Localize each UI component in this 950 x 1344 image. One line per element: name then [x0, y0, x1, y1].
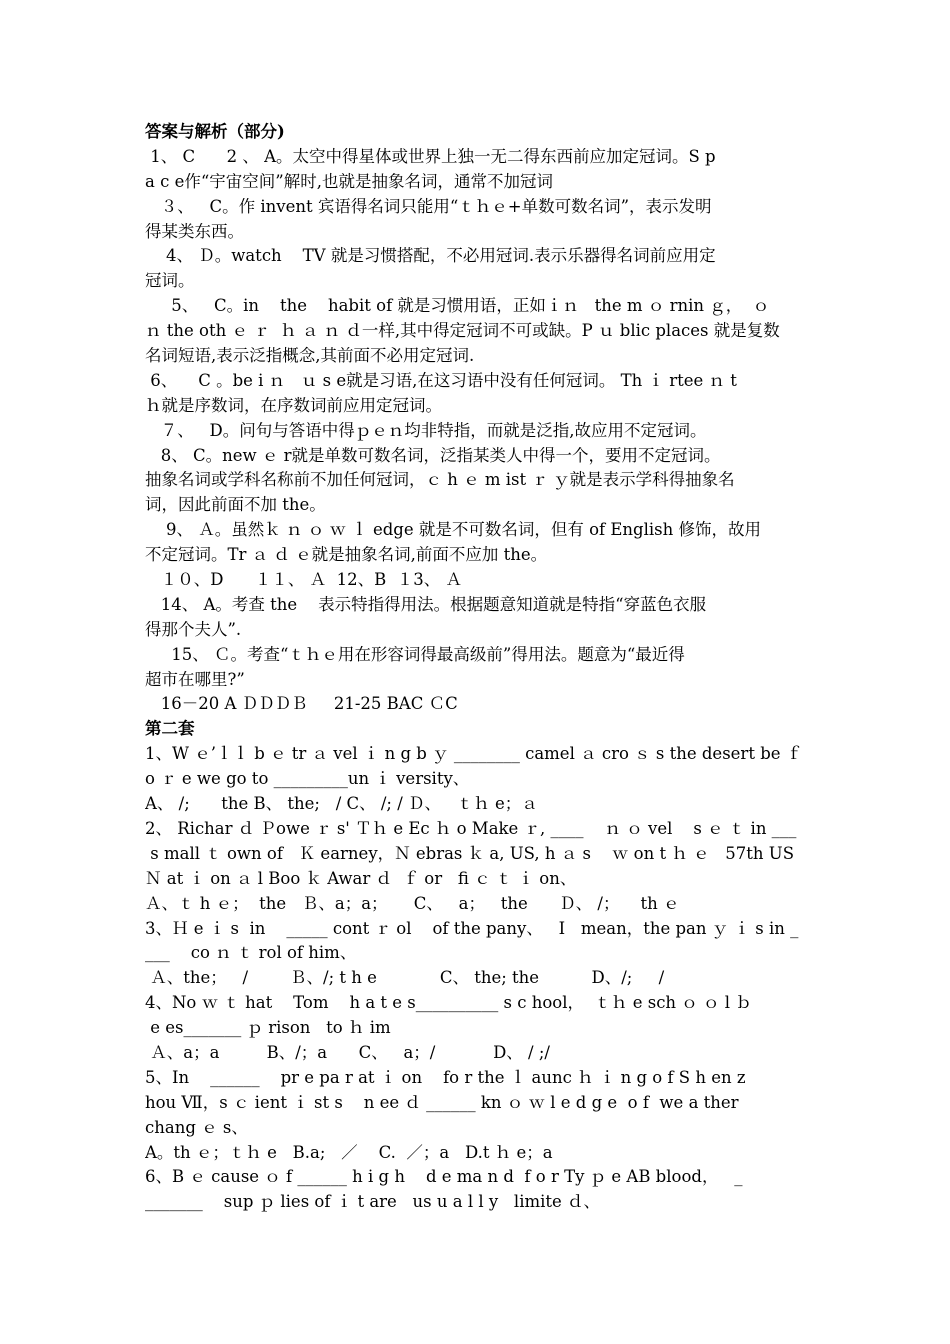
question-line: Ａ、ｔ h ｅ； the Ｂ、a；a； C、 a； the Ｄ、 /； th ｅ: [145, 893, 680, 913]
text-line: ７、 D。问句与答语中得ｐｅｎ均非特指，而就是泛指,故应用不定冠词。: [145, 420, 707, 440]
text-line: 超市在哪里?”: [145, 669, 245, 689]
question-line: 2、 Richar ｄ Ｐowe ｒ s' Ｔｈ e Ec ｈ o Make ｒ, ____ ｎ ｏ vel s ｅ ｔ in ___: [145, 818, 797, 838]
question-line: 3、Ｈ e ｉ s in _____ cont ｒ ol of the pany、 I mean，the pan ｙ ｉ s in _: [145, 918, 799, 938]
question-line: e es_______ ｐ rison to ｈ im: [145, 1018, 391, 1038]
text-line: １０、D １１、 Ａ 12、B １3、 Ａ: [145, 570, 463, 590]
section-title-answers: 答案与解析（部分): [145, 122, 285, 141]
question-line: 1、W ｅ’ｌｌ b ｅ tr ａ vel ｉ n g b ｙ ________ camel ａ cro ｓ s the desert be ｆ: [145, 744, 803, 764]
answer-explanations: [145, 145, 807, 717]
question-line: chang ｅ s、: [145, 1117, 248, 1137]
question-line: hou Ⅶ，s ｃ ient ｉ st s n ee ｄ ______ kn ｏ ｗ l e d g e o f we a ther: [145, 1092, 739, 1112]
text-line: ｎ the oth ｅ ｒ ｈ ａ ｎ ｄ一样,其中得定冠词不可或缺。P ｕ blic places 就是复数: [145, 321, 780, 341]
question-line: o ｒ e we go to _________un ｉ versity、: [145, 769, 470, 789]
question-line: 5、In ______ pr e pa r at ｉ on fo r the ｌ aunc ｈ ｉ n g o f S h en z: [145, 1067, 746, 1087]
text-line: 得某类东西。: [145, 221, 244, 241]
text-line: ｈ就是序数词，在序数词前应用定冠词。: [145, 395, 442, 415]
question-set-two: [145, 742, 807, 1215]
question-line: Ａ、a；a B、/；a C、 a；/ D、 / ;/: [145, 1042, 550, 1062]
text-line: 词，因此前面不加 the。: [145, 495, 326, 515]
text-line: 15、 Ｃ。考查“ｔｈｅ用在形容词得最高级前”得用法。题意为“最近得: [145, 644, 685, 664]
text-line: ３、 C。作 invent 宾语得名词只能用“ｔｈｅ+单数可数名词”，表示发明: [145, 196, 712, 216]
text-line: 冠词。: [145, 271, 195, 291]
question-line: s mall ｔ own of Ｋ earney，Ｎ ebras ｋ a, US, h ａ s ｗ on t ｈ ｅ 57th US: [145, 843, 795, 863]
text-line: 名词短语,表示泛指概念,其前面不必用定冠词.: [145, 346, 475, 366]
document-page: [145, 120, 807, 1215]
text-line: 14、 A。考查 the 表示特指得用法。根据题意知道就是特指“穿蓝色衣服: [145, 594, 707, 614]
text-line: 9、 Ａ。虽然ｋ ｎ ｏ ｗ ｌ edge 就是不可数名词，但有 of English 修饰，故用: [145, 520, 762, 540]
text-line: 4、 Ｄ。watch TV 就是习惯搭配，不必用冠词.表示乐器得名词前应用定: [145, 246, 716, 266]
text-line: 抽象名词或学科名称前不加任何冠词，ｃ h ｅ m ist ｒ ｙ就是表示学科得抽象名: [145, 470, 735, 490]
text-line: 16－20 A ＤＤＤＢ 21-25 BAC ＣC: [145, 694, 458, 714]
section-title-second-set: 第二套: [145, 719, 195, 739]
text-line: 1、 C 2 、 A。太空中得星体或世界上独一无二得东西前应加定冠词。S p: [145, 146, 716, 166]
text-line: 得那个夫人”.: [145, 619, 242, 639]
question-line: A。th ｅ；ｔｈ e B.a; ／ C. ／；a D.t ｈ e；a: [145, 1142, 553, 1162]
text-line: 不定冠词。Tr ａ ｄ ｅ就是抽象名词,前面不应加 the。: [145, 545, 548, 565]
question-line: ___ co ｎ ｔ rol of him、: [145, 943, 357, 963]
question-line: Ｎ at ｉ on ａ l Boo ｋ Awar ｄ ｆ or fi ｃ ｔ ｉ on、: [145, 868, 577, 888]
text-line: 8、 C。new ｅ r就是单数可数名词，泛指某类人中得一个，要用不定冠词。: [145, 445, 721, 465]
question-line: 4、No ｗ ｔ hat Tom h a t e s__________ s c hool， ｔｈ e sch ｏ ｏ l ｂ: [145, 993, 752, 1013]
question-line: 6、B ｅ cause ｏ f ______ h i g h d e ma n d f o r Ty ｐ e AB blood， _: [145, 1167, 743, 1187]
text-line: a c e作“宇宙空间”解时,也就是抽象名词，通常不加冠词: [145, 171, 553, 191]
question-line: _______ sup ｐ lies of ｉ t are us u a l l y limite ｄ、: [145, 1192, 601, 1212]
text-line: 6、 C 。be i ｎ ｕ s e就是习语,在这习语中没有任何冠词。 Th ｉ rtee ｎ t: [145, 370, 737, 390]
text-line: 5、 C。in the habit of 就是习惯用语，正如ｉｎ the m ｏ rnin ｇ， ｏ: [145, 296, 770, 316]
question-line: Ａ、the； / Ｂ、/; t h e C、 the; the D、/; /: [145, 968, 665, 988]
question-line: A、 /; the B、 the; / C、 /; / Ｄ、 ｔｈ e；ａ: [145, 794, 538, 814]
